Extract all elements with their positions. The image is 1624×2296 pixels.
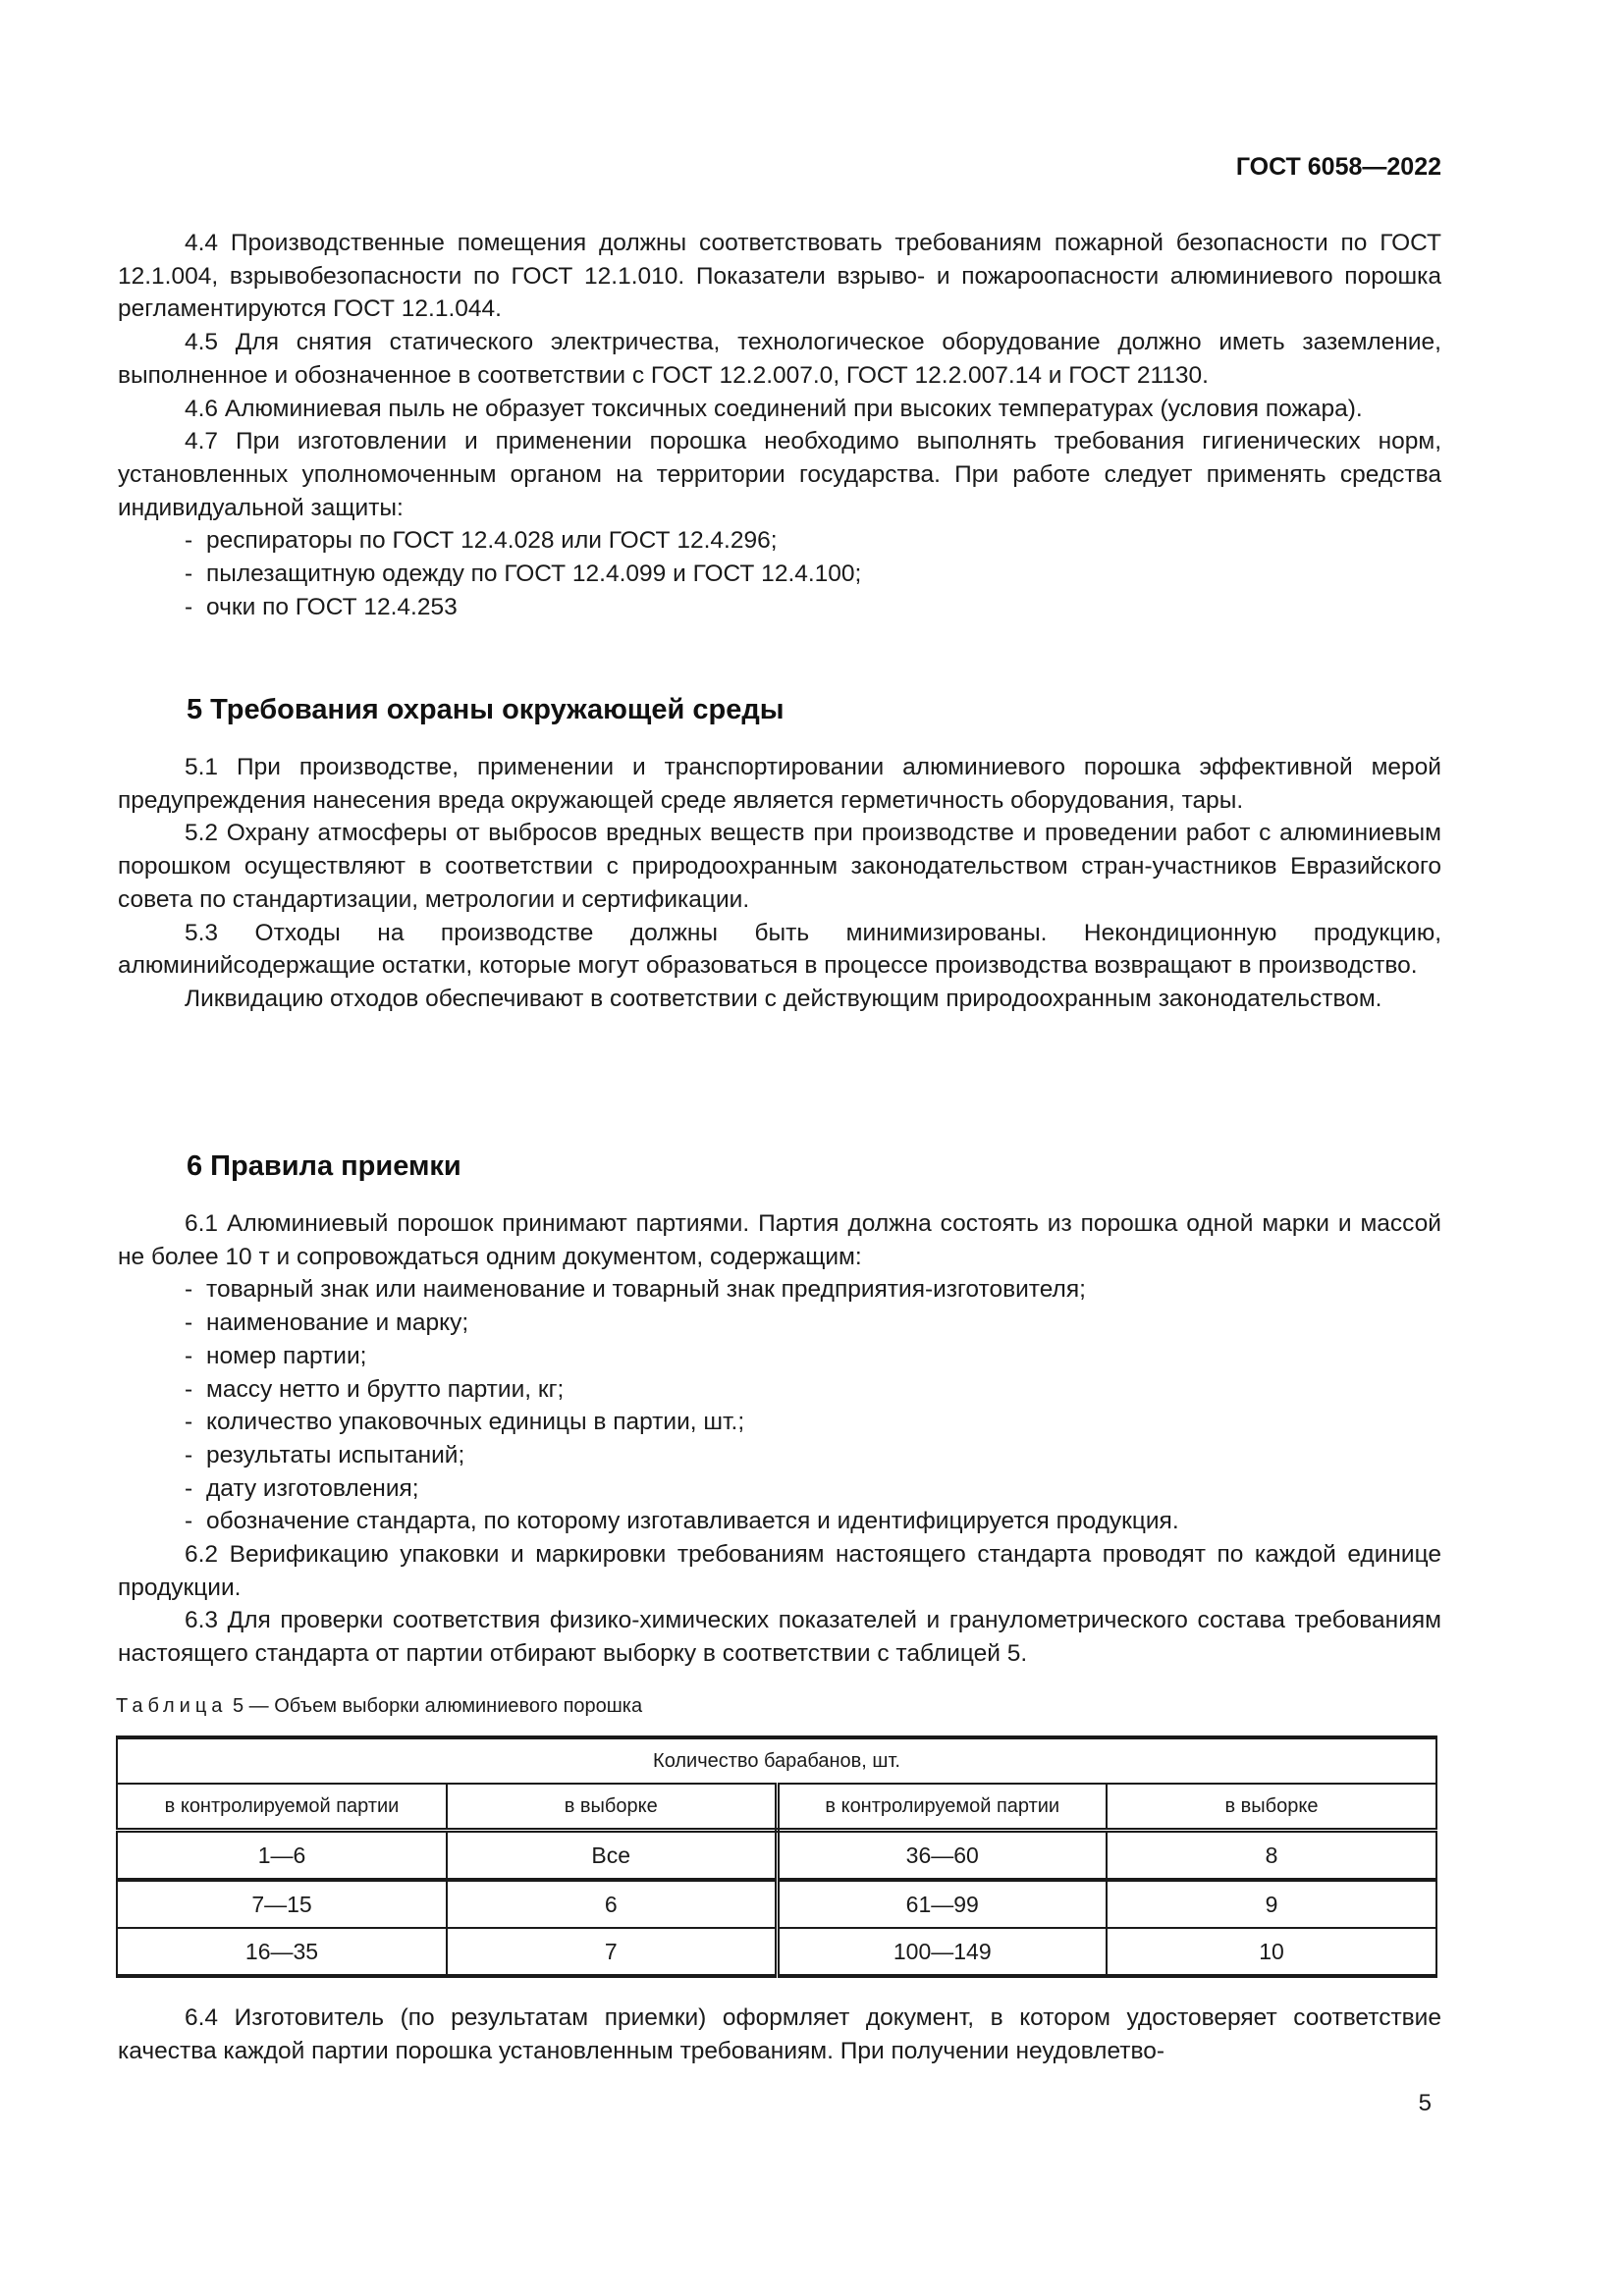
list-dash: - [185,1276,193,1304]
paragraph-6-1: 6.1 Алюминиевый порошок принимают партиями. Партия должна состоять из порошка одной марки и массой не более 10 т и сопровождаться одним документом, содержащим: [118,1210,1441,1270]
list-item-text: очки по ГОСТ 12.4.253 [206,593,458,620]
table-cell: 16—35 [117,1928,447,1976]
list-dash: - [185,593,193,620]
list-dash: - [185,1375,193,1403]
table-cell: 10 [1107,1928,1436,1976]
column-header: в выборке [447,1784,777,1831]
list-item [118,1307,1441,1340]
list-item-text: наименование и марку; [206,1309,469,1337]
list-item [118,1340,1441,1373]
list-item [118,1439,1441,1472]
table-cell: 1—6 [117,1831,447,1881]
list-dash: - [185,1474,193,1502]
table-5-caption [116,1693,642,1719]
table-cell: 6 [447,1880,777,1928]
section-5-body [118,751,1441,1016]
table-5 [116,1735,1437,1978]
column-header: в контролируемой партии [777,1784,1107,1831]
table-group-header: Количество барабанов, шт. [117,1737,1436,1784]
table-cell: 61—99 [777,1880,1107,1928]
table-caption-title: 5 — Объем выборки алюминиевого порошка [232,1695,643,1717]
list-dash: - [185,1441,193,1468]
paragraph-5-1: 5.1 При производстве, применении и транспортировании алюминиевого порошка эффективной мерой предупреждения нанесения вреда окружающей среде является герметичность оборудования, тары. [118,754,1441,814]
list-dash: - [185,1409,193,1436]
paragraph-5-3-waste: Ликвидацию отходов обеспечивают в соответствии с действующим природоохранным законодательством. [185,985,1382,1012]
list-item [118,524,1441,558]
list-dash: - [185,1309,193,1337]
page-number: 5 [1418,2090,1432,2116]
section-6-body [118,1207,1441,1671]
list-item [118,1505,1441,1538]
list-dash: - [185,1342,193,1369]
table-row [117,1880,1436,1928]
list-item-text: респираторы по ГОСТ 12.4.028 или ГОСТ 12.4.296; [206,527,778,555]
section-6-heading: 6 Правила приемки [187,1150,461,1182]
column-header: в выборке [1107,1784,1436,1831]
paragraph-6-2: 6.2 Верификацию упаковки и маркировки требованиям настоящего стандарта проводят по каждой единице продукции. [118,1541,1441,1601]
paragraph-6-4: 6.4 Изготовитель (по результатам приемки) оформляет документ, в котором удостоверяет соответствие качества каждой партии порошка установленным требованиям. При получении неудовлетво- [118,2004,1441,2064]
list-item [118,558,1441,591]
section-5-heading: 5 Требования охраны окружающей среды [187,694,785,725]
paragraph-4-5: 4.5 Для снятия статического электричества, технологическое оборудование должно иметь заземление, выполненное и обозначенное в соответствии с ГОСТ 12.2.007.0, ГОСТ 12.2.007.14 и ГОСТ 21130. [118,329,1441,389]
list-item [118,1373,1441,1407]
list-item-text: дату изготовления; [206,1474,419,1502]
table-cell: 7 [447,1928,777,1976]
paragraph-6-3: 6.3 Для проверки соответствия физико-химических показателей и гранулометрического состава требованиям настоящего стандарта от партии отбирают выборку в соответствии с таблицей 5. [118,1607,1441,1668]
list-dash: - [185,1508,193,1535]
list-item-text: массу нетто и брутто партии, кг; [206,1375,565,1403]
list-item-text: результаты испытаний; [206,1441,465,1468]
document-header-standard-id: ГОСТ 6058—2022 [1235,153,1441,181]
list-item [118,591,1441,624]
paragraph-5-3: 5.3 Отходы на производстве должны быть минимизированы. Некондиционную продукцию, алюминийсодержащие остатки, которые могут образоваться в процессе производства возвращают в производство. [118,919,1441,980]
table-row [117,1928,1436,1976]
paragraph-4-7: 4.7 При изготовлении и применении порошка необходимо выполнять требования гигиенических норм, установленных уполномоченным органом на территории государства. При работе следует применять средства индивидуальной защиты: [118,428,1441,521]
list-dash: - [185,527,193,555]
list-item-text: товарный знак или наименование и товарный знак предприятия-изготовителя; [206,1276,1086,1304]
paragraph-4-4: 4.4 Производственные помещения должны соответствовать требованиям пожарной безопасности по ГОСТ 12.1.004, взрывобезопасности по ГОСТ 12.1.010. Показатели взрыво- и пожароопасности алюминиевого порошка регламентируются ГОСТ 12.1.044. [118,230,1441,323]
table-cell: Все [447,1831,777,1881]
table-cell: 36—60 [777,1831,1107,1881]
list-item [118,1406,1441,1439]
section-6-4-body [118,2002,1441,2067]
table-cell: 8 [1107,1831,1436,1881]
table-caption-label: Таблица [116,1695,228,1717]
paragraph-4-6: 4.6 Алюминиевая пыль не образует токсичных соединений при высоких температурах (условия пожара). [185,395,1363,422]
table-cell: 9 [1107,1880,1436,1928]
list-item [118,1273,1441,1307]
table-cell: 7—15 [117,1880,447,1928]
list-dash: - [185,561,193,588]
table-group-header-row [117,1737,1436,1784]
table-cell: 100—149 [777,1928,1107,1976]
list-item-text: количество упаковочных единицы в партии, шт.; [206,1409,745,1436]
section-4-body [118,227,1441,623]
list-item-text: номер партии; [206,1342,367,1369]
paragraph-5-2: 5.2 Охрану атмосферы от выбросов вредных веществ при производстве и проведении работ с алюминиевым порошком осуществляют в соответствии с природоохранным законодательством стран-участников Евразийского совета по стандартизации, метрологии и сертификации. [118,820,1441,913]
list-item [118,1472,1441,1506]
list-item-text: пылезащитную одежду по ГОСТ 12.4.099 и ГОСТ 12.4.100; [206,561,862,588]
list-item-text: обозначение стандарта, по которому изготавливается и идентифицируется продукция. [206,1508,1179,1535]
table-row [117,1831,1436,1881]
column-header: в контролируемой партии [117,1784,447,1831]
table-column-header-row [117,1784,1436,1831]
